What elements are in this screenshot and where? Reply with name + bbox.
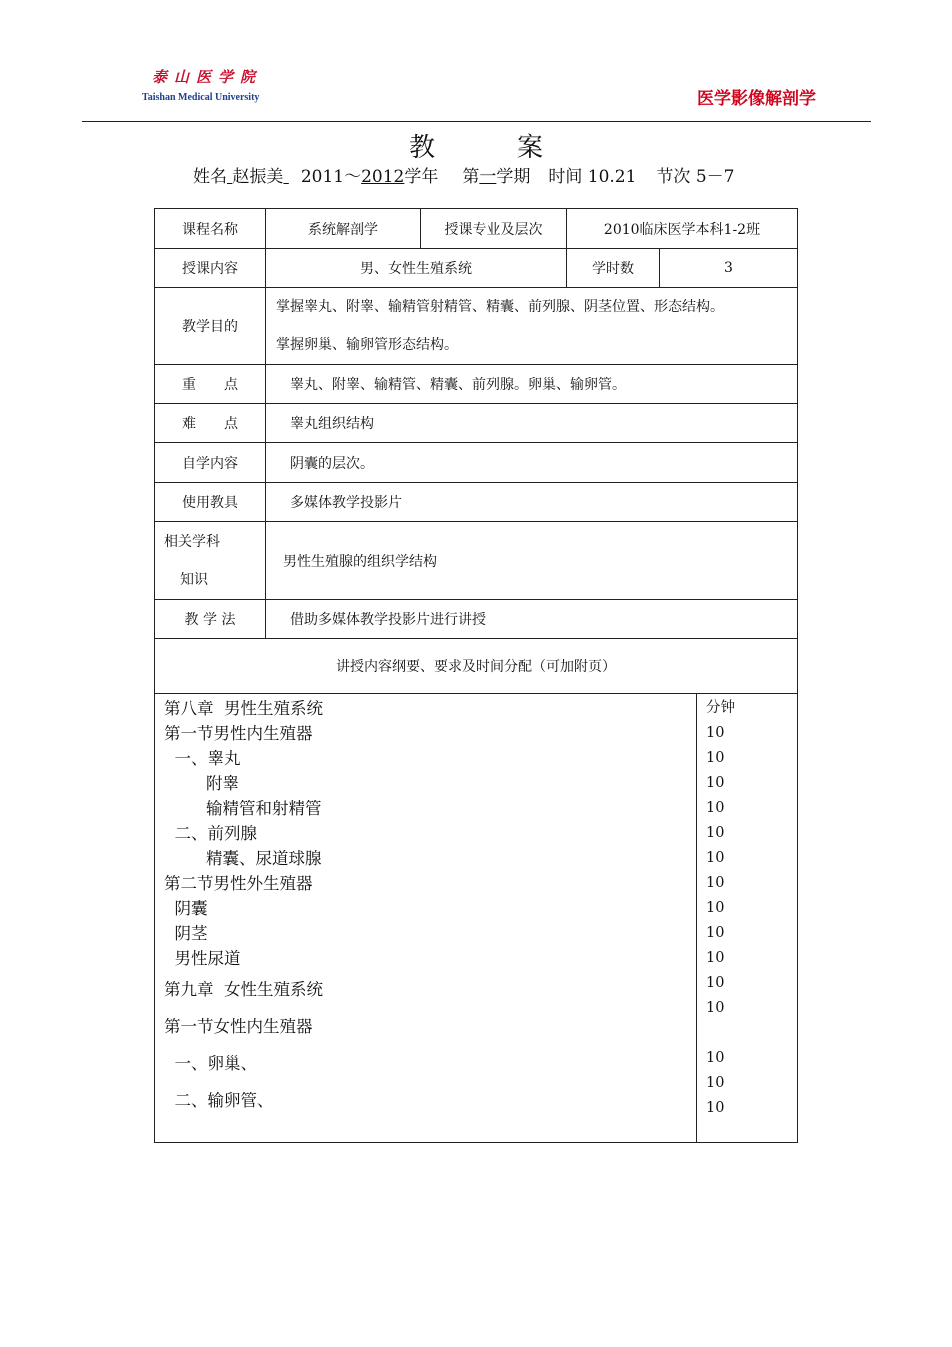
- outline-item: 第一节男性内生殖器: [164, 724, 313, 743]
- lesson-plan-table: [154, 208, 798, 1143]
- key-value: 睾丸、附睾、输精管、精囊、前列腺。卵巢、输卵管。: [266, 365, 798, 404]
- outline-item: 第八章 男性生殖系统: [164, 699, 323, 718]
- tools-value: 多媒体教学投影片: [266, 483, 798, 522]
- minutes-value: 10: [706, 825, 725, 841]
- goal-line-2: 掌握卵巢、输卵管形态结构。: [276, 337, 458, 353]
- minutes-value: 10: [706, 1050, 725, 1066]
- outline-item: 二、前列腺: [164, 824, 257, 843]
- course-value: 系统解剖学: [266, 209, 421, 249]
- minutes-value: 10: [706, 1100, 725, 1116]
- minutes-value: 10: [706, 1075, 725, 1091]
- year-start: 2011～: [300, 167, 362, 187]
- outline-cell: [155, 694, 697, 1143]
- minutes-value: 10: [706, 950, 725, 966]
- goal-label: 教学目的: [155, 288, 266, 365]
- term-value: 一: [479, 167, 497, 187]
- outline-item: 阴茎: [164, 924, 208, 943]
- outline-item: 一、卵巢、: [164, 1054, 257, 1073]
- minutes-value: 10: [706, 1000, 725, 1016]
- method-value: 借助多媒体教学投影片进行讲授: [266, 600, 798, 639]
- document-title: 教案: [408, 133, 625, 163]
- related-label: 相关学科 知识: [155, 522, 266, 600]
- university-logo-cn: 泰山医学院: [152, 68, 263, 86]
- minutes-value: [706, 1021, 797, 1046]
- minutes-value: 10: [706, 975, 725, 991]
- minutes-cell: [697, 694, 798, 1143]
- minutes-value: 10: [706, 800, 725, 816]
- outline-header: 讲授内容纲要、要求及时间分配（可加附页）: [155, 639, 798, 694]
- year-end: 2012: [361, 167, 405, 187]
- content-label: 授课内容: [155, 249, 266, 288]
- info-line: [193, 162, 734, 187]
- outline-list: [155, 694, 696, 1113]
- period-value: 节次 5－7: [656, 167, 735, 187]
- outline-item: 男性尿道: [164, 949, 241, 968]
- key-label: 重 点: [155, 365, 266, 404]
- minutes-list: [697, 694, 797, 1121]
- course-header-title: 医学影像解剖学: [697, 89, 816, 109]
- self-study-label: 自学内容: [155, 443, 266, 483]
- goal-content: [266, 288, 798, 365]
- outline-item: 精囊、尿道球腺: [164, 849, 322, 868]
- outline-item: 附睾: [164, 774, 239, 793]
- self-study-value: 阴囊的层次。: [266, 443, 798, 483]
- year-suffix: 学年: [404, 167, 439, 187]
- time-value: 时间 10.21: [548, 167, 637, 187]
- hours-label: 学时数: [567, 249, 660, 288]
- outline-item: 第九章 女性生殖系统: [164, 980, 323, 999]
- minutes-value: 10: [706, 775, 725, 791]
- outline-item: 第一节女性内生殖器: [164, 1017, 313, 1036]
- minutes-value: 10: [706, 925, 725, 941]
- outline-item: 二、输卵管、: [164, 1091, 274, 1110]
- major-label: 授课专业及层次: [421, 209, 567, 249]
- minutes-header: 分钟: [706, 700, 735, 716]
- difficult-value: 睾丸组织结构: [266, 404, 798, 443]
- content-value: 男、女性生殖系统: [266, 249, 567, 288]
- related-value: 男性生殖腺的组织学结构: [266, 522, 798, 600]
- course-label: 课程名称: [155, 209, 266, 249]
- name-label: 姓名: [193, 167, 227, 187]
- major-value: 2010临床医学本科1-2班: [567, 209, 798, 249]
- header-divider: [82, 121, 871, 122]
- minutes-value: 10: [706, 725, 725, 741]
- minutes-value: 10: [706, 900, 725, 916]
- method-label: 教 学 法: [155, 600, 266, 639]
- minutes-value: 10: [706, 850, 725, 866]
- outline-item: 输精管和射精管: [164, 799, 322, 818]
- outline-item: 一、睾丸: [164, 749, 241, 768]
- goal-line-1: 掌握睾丸、附睾、输精管射精管、精囊、前列腺、阴茎位置、形态结构。: [276, 299, 724, 315]
- university-logo-en: Taishan Medical University: [142, 92, 260, 103]
- term-suffix: 学期: [496, 167, 531, 187]
- hours-value: 3: [660, 249, 798, 288]
- outline-item: 第二节男性外生殖器: [164, 874, 313, 893]
- outline-item: 阴囊: [164, 899, 208, 918]
- minutes-value: 10: [706, 875, 725, 891]
- tools-label: 使用教具: [155, 483, 266, 522]
- minutes-value: 10: [706, 750, 725, 766]
- difficult-label: 难 点: [155, 404, 266, 443]
- name-value: 赵振美: [232, 167, 284, 187]
- term-prefix: 第: [462, 167, 480, 187]
